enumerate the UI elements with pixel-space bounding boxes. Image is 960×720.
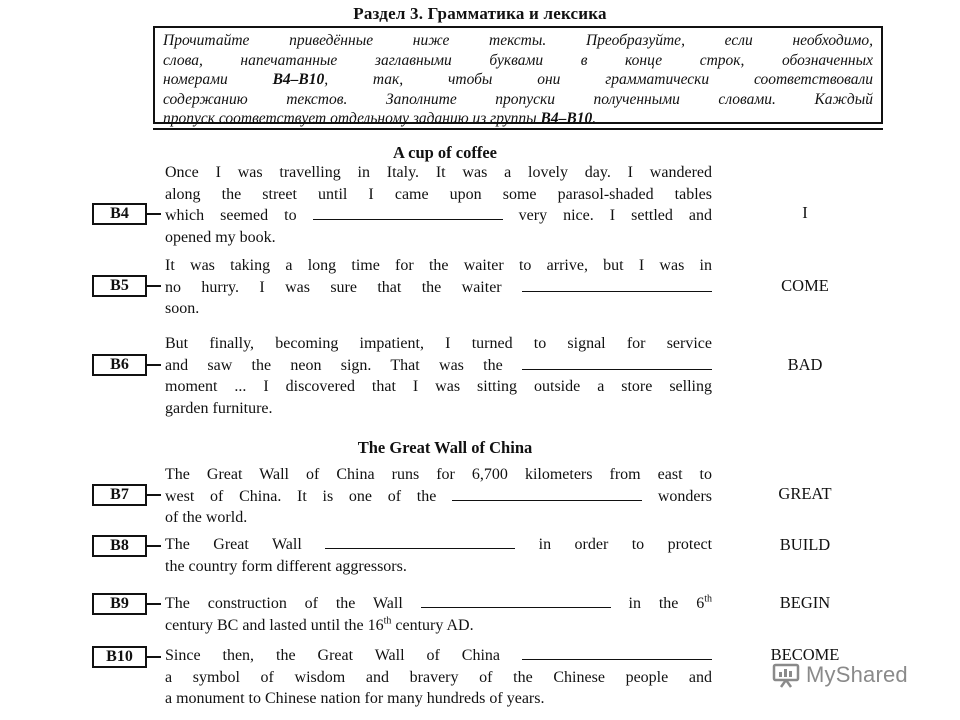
- label-connector: [147, 494, 161, 496]
- task-text-b5: It was taking a long time for the waiter to arrive, but I was in no hurry. I was sure that the waiter soon.: [165, 257, 712, 317]
- answer-blank-b8[interactable]: [325, 534, 515, 549]
- task-text-b8: The Great Wall in order to protect the country form different aggressors.: [165, 536, 713, 575]
- label-connector: [147, 213, 161, 215]
- task-label-b9: B9: [92, 593, 147, 615]
- task-range: B4–B10: [272, 71, 325, 88]
- task-text-b4: Once I was travelling in Italy. It was a lovely day. I wandered along the street until I came upon some parasol-shaded tables which seemed to very nice. I settled and opened my book.: [165, 164, 713, 246]
- instructions-box: [153, 26, 883, 127]
- keyword-b8: BUILD: [779, 535, 831, 554]
- keyword-b6: BAD: [787, 355, 823, 374]
- task-text-b7: The Great Wall of China runs for 6,700 kilometers from east to west of China. It is one of the wonders of the world.: [165, 466, 713, 526]
- label-connector: [147, 285, 161, 287]
- keyword-b5: COME: [781, 276, 829, 295]
- task-text-b10: Since then, the Great Wall of China a symbol of wisdom and bravery of the Chinese people and a monument to Chinese nation for many hundreds of years.: [165, 647, 712, 707]
- watermark: [772, 660, 908, 690]
- instructions-rule: [153, 128, 883, 130]
- label-connector: [147, 545, 161, 547]
- instructions-line-1: Прочитайте приведённые ниже тексты. Преобразуйте, если необходимо,: [163, 32, 873, 49]
- answer-blank-b4[interactable]: [313, 205, 503, 220]
- keyword-b10: BECOME: [770, 645, 840, 664]
- answer-blank-b10[interactable]: [522, 645, 712, 660]
- text-title-coffee: A cup of coffee: [392, 143, 497, 162]
- instructions-line-2: слова, напечатанные заглавными буквами в конце строк, обозначенных: [163, 51, 873, 69]
- keyword-b7: GREAT: [778, 484, 832, 503]
- section-title: Раздел 3. Грамматика и лексика: [353, 4, 607, 23]
- instructions-line-3: номерами B4–B10, так, чтобы они грамматически соответствовали: [163, 71, 873, 88]
- instructions-line-4: содержанию текстов. Заполните пропуски полученными словами. Каждый: [163, 90, 873, 108]
- presentation-board-icon: [772, 662, 800, 688]
- task-text-b9: The construction of the Wall in the 6th century BC and lasted until the 16th century AD.: [165, 593, 712, 634]
- label-connector: [147, 603, 161, 605]
- answer-blank-b9[interactable]: [421, 593, 611, 608]
- text-title-great-wall: The Great Wall of China: [357, 438, 533, 457]
- task-label-b10: B10: [92, 646, 147, 668]
- answer-blank-b7[interactable]: [452, 486, 642, 501]
- keyword-b4: I: [802, 203, 808, 222]
- answer-blank-b5[interactable]: [522, 277, 712, 292]
- task-range: B4–B10: [540, 110, 593, 127]
- task-label-b8: B8: [92, 535, 147, 557]
- label-connector: [147, 364, 161, 366]
- watermark-text: MyShared: [806, 662, 908, 687]
- label-connector: [147, 656, 161, 658]
- task-text-b6: But finally, becoming impatient, I turned to signal for service and saw the neon sign. That was the moment ... I discovered that I was sitting outside a store selling garden furniture.: [165, 335, 712, 417]
- task-label-b5: B5: [92, 275, 147, 297]
- task-label-b6: B6: [92, 354, 147, 376]
- task-label-b4: B4: [92, 203, 147, 225]
- task-label-b7: B7: [92, 484, 147, 506]
- keyword-b9: BEGIN: [779, 593, 831, 612]
- answer-blank-b6[interactable]: [522, 355, 712, 370]
- instructions-line-5: пропуск соответствует отдельному заданию из группы B4–B10.: [163, 110, 597, 127]
